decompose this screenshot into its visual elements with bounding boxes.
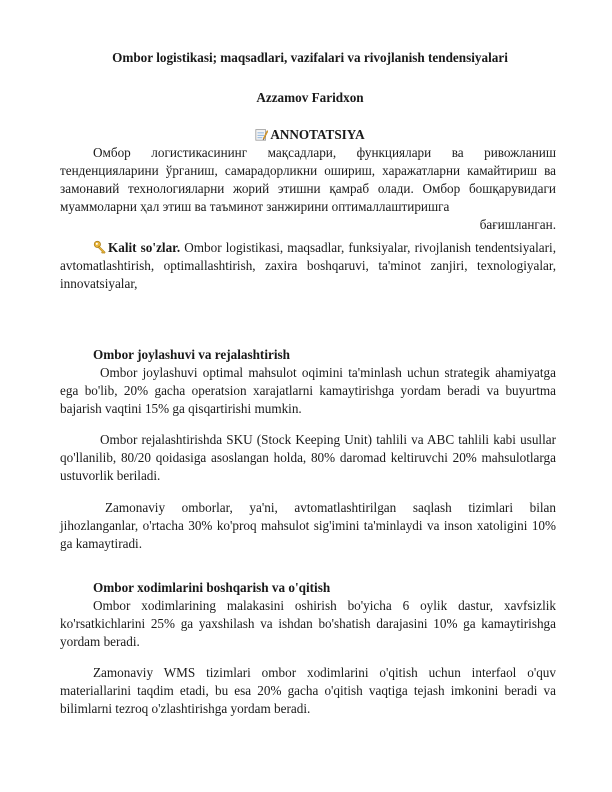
section2-paragraph-1: Ombor xodimlarining malakasini oshirish bo'yicha 6 oylik dastur, xavfsizlik ko'rsatkichlarini 25% ga yaxshilash va ishdan bo'shatish darajasini 10% ga kamaytirishga yordam beradi. — [60, 598, 556, 649]
annotation-heading — [60, 126, 560, 144]
memo-icon — [255, 128, 268, 141]
paper-title: Ombor logistikasi; maqsadlari, vazifalari va rivojlanish tendensiyalari — [112, 50, 508, 65]
annotation-tail-line — [60, 216, 556, 234]
section2-paragraph-2: Zamonaviy WMS tizimlari ombor xodimlarini o'qitish uchun interfaol o'quv materiallarini taqdim etadi, bu esa 20% gacha o'qitish vaqtiga tejash imkonini beradi va bilimlarni tezroq o'zlashtirishga yordam beradi. — [60, 665, 556, 716]
keywords-label: Kalit so'zlar. — [108, 240, 181, 255]
annotation-body: Омбор логистикасининг мақсадлари, функциялари ва ривожланиш тенденцияларини ўрганиш, самарадорликни ошириш, харажатларни камайтириш ва замонавий технологияларни жорий этишни қамраб олади. Омбор бошқарувидаги муаммоларни ҳал этиш ва таъминот занжирини оптималлаштиришга — [60, 145, 556, 214]
section-heading-warehouse-location: Ombor joylashuvi va rejalashtirish — [93, 347, 290, 362]
section1-paragraph-1: Ombor joylashuvi optimal mahsulot oqimini ta'minlash uchun strategik ahamiyatga ega bo'lib, 20% gacha operatsion xarajatlarni kamaytirishga yordam beradi va buyurtma bajarish vaqtini 15% ga qisqartirishi mumkin. — [60, 365, 556, 416]
section1-paragraph-2: Ombor rejalashtirishda SKU (Stock Keeping Unit) tahlili va ABC tahlili kabi usullar qo'llanilib, 80/20 qoidasiga asoslangan holda, 80% daromad keltiruvchi 20% mahsulotlarga ustuvorlik beriladi. — [60, 432, 556, 483]
section-heading-staff-management: Ombor xodimlarini boshqarish va o'qitish — [93, 580, 331, 595]
annotation-tail: бағишланган. — [479, 217, 556, 232]
annotation-heading-text: ANNOTATSIYA — [270, 127, 365, 142]
section1-paragraph-3: Zamonaviy omborlar, ya'ni, avtomatlashtirilgan saqlash tizimlari bilan jihozlanganlar, o'rtacha 30% ko'proq mahsulot sig'imini ta'minlaydi va inson xatoligini 10% ga kamaytiradi. — [60, 500, 556, 551]
key-icon — [93, 240, 107, 254]
annotation-text — [60, 144, 556, 216]
keywords-paragraph — [60, 239, 556, 293]
keywords-text: Ombor logistikasi, maqsadlar, funksiyalar, rivojlanish tendentsiyalari, avtomatlashtirish, optimallashtirish, zaxira boshqaruvi, ta'minot zanjiri, texnologiyalar, innovatsiyalar, — [60, 240, 557, 291]
author-name: Azzamov Faridxon — [256, 90, 364, 105]
